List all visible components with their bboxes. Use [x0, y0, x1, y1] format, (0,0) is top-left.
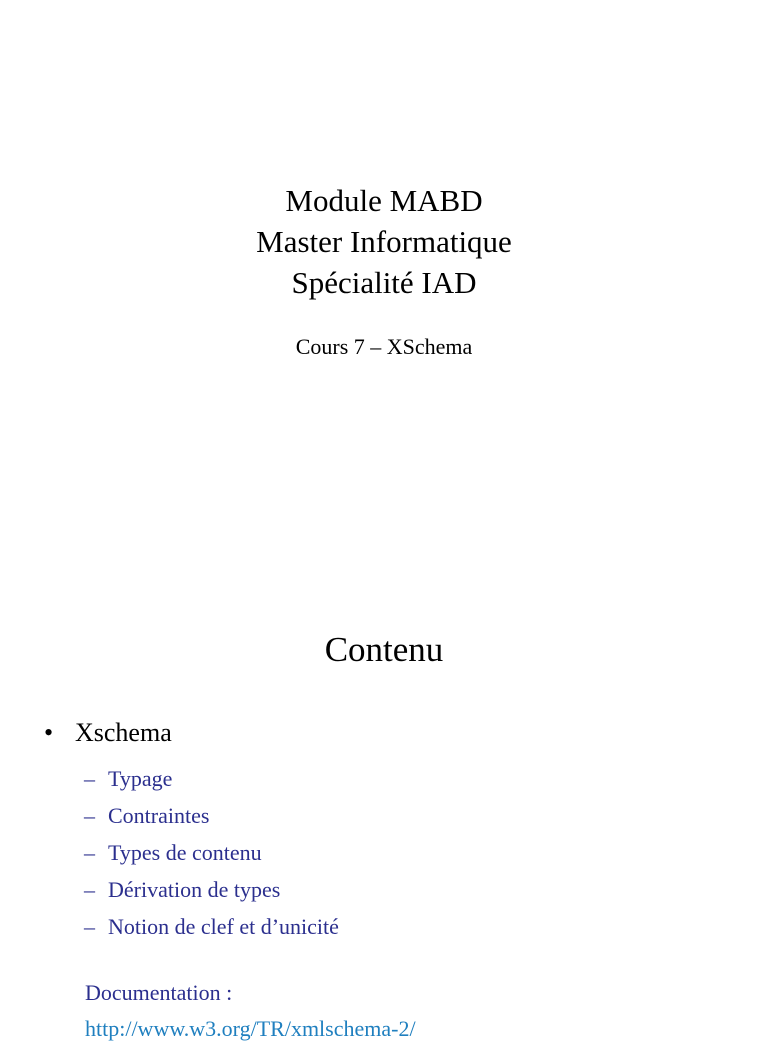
dash-marker: –: [84, 766, 95, 791]
dash-marker: –: [84, 877, 95, 902]
sub-item-label: Types de contenu: [108, 840, 262, 865]
sub-item: [84, 908, 339, 945]
bullet-item: [44, 716, 172, 750]
sub-item: [84, 834, 339, 871]
bullet-label: Xschema: [75, 718, 172, 747]
sub-item-label: Contraintes: [108, 803, 210, 828]
title-line-module: Module MABD: [285, 183, 483, 218]
sub-item: [84, 871, 339, 908]
documentation-link[interactable]: http://www.w3.org/TR/xmlschema-2/: [85, 1016, 416, 1041]
sub-item-label: Notion de clef et d’unicité: [108, 914, 339, 939]
title-line-master: Master Informatique: [256, 224, 512, 259]
dash-marker: –: [84, 914, 95, 939]
course-subtitle: Cours 7 – XSchema: [295, 334, 473, 359]
slide-heading: Contenu: [324, 630, 444, 669]
contents-slide: [0, 540, 768, 1041]
dash-marker: –: [84, 840, 95, 865]
dash-marker: –: [84, 803, 95, 828]
title-line-specialite: Spécialité IAD: [291, 265, 477, 300]
bullet-marker: •: [44, 718, 54, 747]
sub-item-label: Typage: [108, 766, 173, 791]
sub-item: [84, 760, 339, 797]
sub-item-list: [84, 760, 339, 945]
sub-item-label: Dérivation de types: [108, 877, 281, 902]
documentation-label: Documentation :: [85, 980, 233, 1005]
sub-item: [84, 797, 339, 834]
